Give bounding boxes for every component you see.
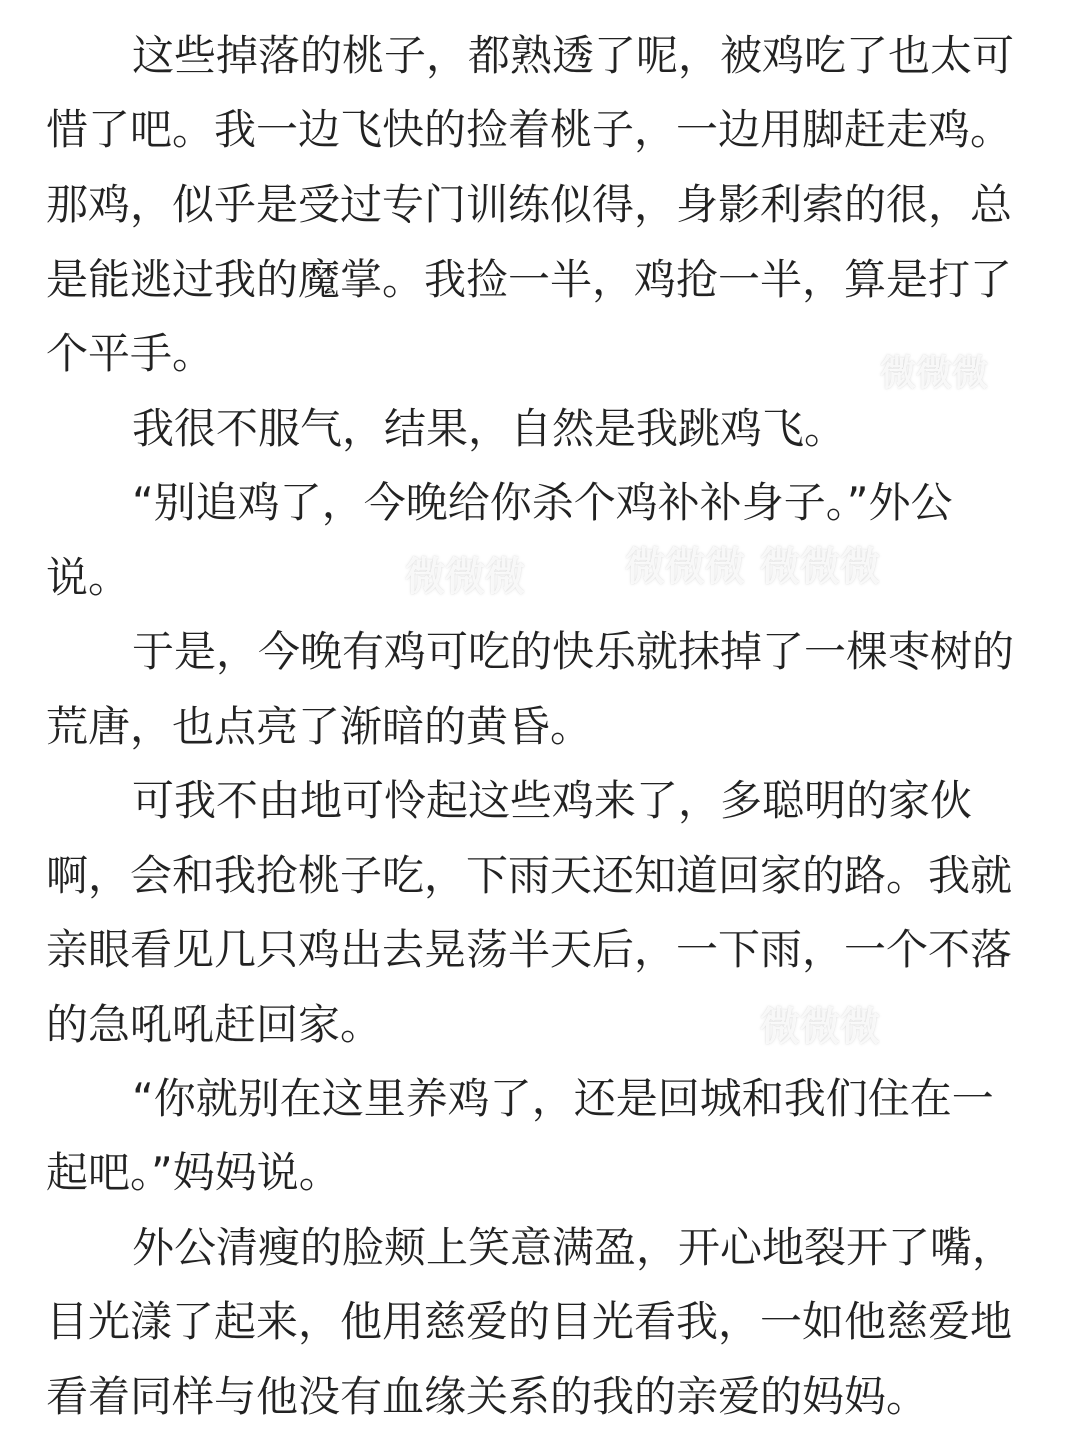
text-line: 啊，会和我抢桃子吃，下雨天还知道回家的路。我就 [46,851,1013,900]
watermark: 微微微 [760,1004,880,1050]
text-line: 起吧。”妈妈说。 [46,1148,341,1197]
text-line: 亲眼看见几只鸡出去晃荡半天后，一下雨，一个不落 [46,925,1013,974]
text-line: 看着同样与他没有血缘关系的我的亲爱的妈妈。 [46,1372,929,1421]
watermark: 微微微 [405,554,525,600]
text-line: 那鸡，似乎是受过专门训练似得，身影利索的很，总 [46,180,1013,229]
text-line: 荒唐，也点亮了渐暗的黄昏。 [46,702,593,751]
text-line: 外公清瘦的脸颊上笑意满盈，开心地裂开了嘴， [132,1223,1015,1272]
text-line: 目光漾了起来，他用慈爱的目光看我，一如他慈爱地 [46,1297,1013,1346]
text-line: 于是，今晚有鸡可吃的快乐就抹掉了一棵枣树的 [132,627,1015,676]
watermark: 微微微 [880,353,989,394]
watermark: 微微微 [625,544,745,590]
text-line: 这些掉落的桃子，都熟透了呢，被鸡吃了也太可 [132,31,1015,80]
text-line: 个平手。 [46,329,215,378]
text-line: 说。 [46,553,131,602]
text-line: 是能逃过我的魔掌。我捡一半，鸡抢一半，算是打了 [46,255,1013,304]
text-line: “别追鸡了，今晚给你杀个鸡补补身子。”外公 [132,478,953,527]
text-line: 可我不由地可怜起这些鸡来了，多聪明的家伙 [132,776,973,825]
text-line: 惜了吧。我一边飞快的捡着桃子，一边用脚赶走鸡。 [46,105,1013,154]
text-line: 的急吼吼赶回家。 [46,1000,383,1049]
watermark: 微微微 [760,544,880,590]
text-line: 我很不服气，结果，自然是我跳鸡飞。 [132,404,847,453]
text-line: “你就别在这里养鸡了，还是回城和我们住在一 [132,1074,994,1123]
